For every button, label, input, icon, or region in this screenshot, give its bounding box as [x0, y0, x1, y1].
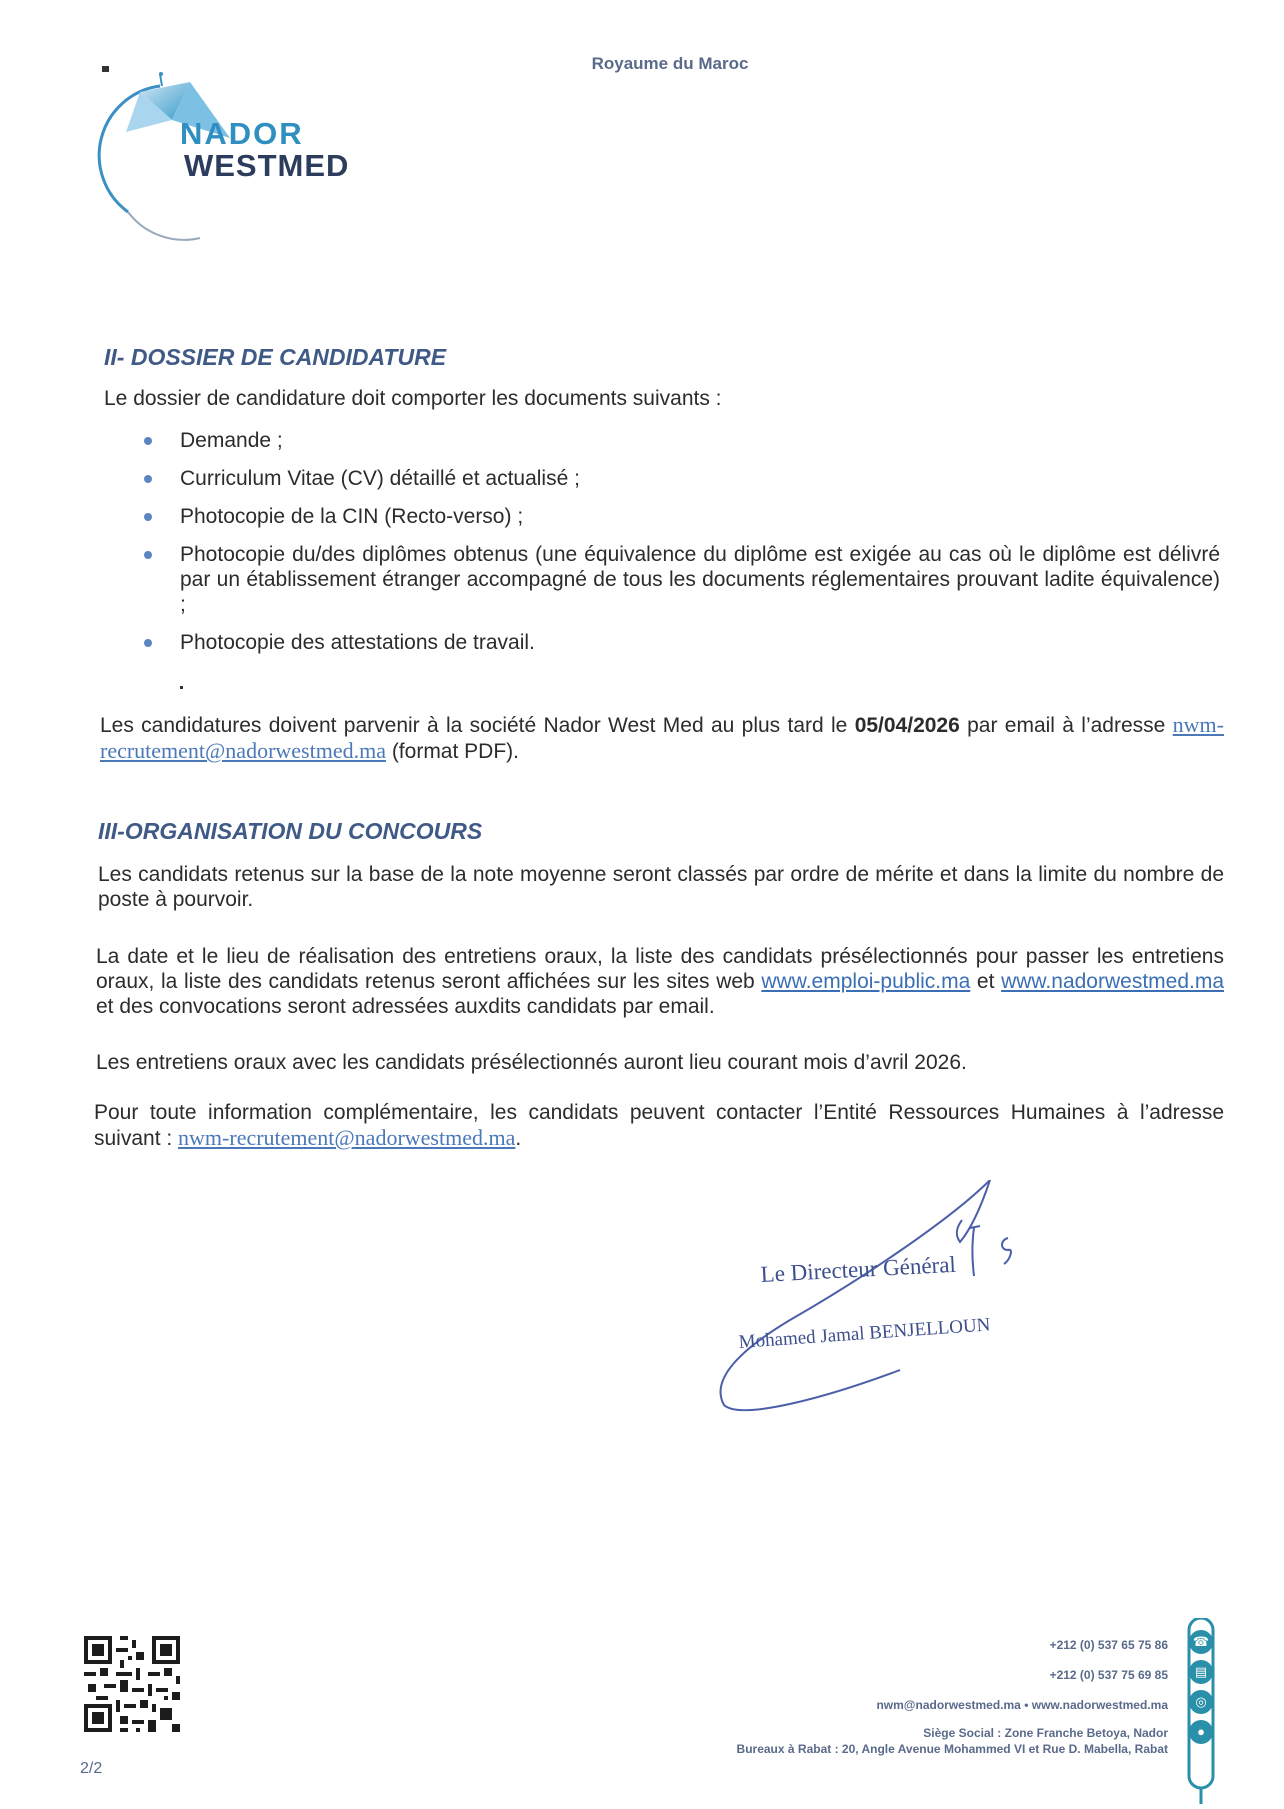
footer-fax: +212 (0) 537 75 69 85	[1049, 1668, 1168, 1682]
bullet-icon	[144, 639, 152, 647]
bullet-icon	[144, 437, 152, 445]
globe-icon: ◎	[1189, 1690, 1213, 1714]
qr-code-icon	[80, 1632, 184, 1736]
interview-info-paragraph: La date et le lieu de réalisation des entretiens oraux, la liste des candidats présélectionnés pour passer les entretiens oraux, la liste des candidats retenus seront affichées sur les sites web www.emploi-public.ma et www.nadorwestmed.ma et des convocations seront adressées auxdits candidats par email.	[96, 945, 1225, 1018]
bullet-icon	[144, 475, 152, 483]
contact-paragraph: Pour toute information complémentaire, les candidats peuvent contacter l’Entité Ressources Humaines à l’adresse suivant : nwm-recrutement@nadorwestmed.ma.	[94, 1101, 1224, 1150]
logo-text-nador: NADOR	[180, 116, 304, 151]
list-item: Photocopie des attestations de travail.	[140, 630, 1220, 655]
deadline-date: 05/04/2026	[854, 714, 960, 737]
footer-web-line: nwm@nadorwestmed.ma • www.nadorwestmed.ma	[876, 1698, 1168, 1712]
bullet-icon	[144, 551, 152, 559]
scan-mark	[180, 686, 183, 689]
signature-scribble	[700, 1180, 1060, 1420]
section-title-organisation: III-ORGANISATION DU CONCOURS	[98, 818, 483, 844]
footer-siege: Siège Social : Zone Franche Betoya, Nador	[923, 1726, 1168, 1740]
section-title-dossier: II- DOSSIER DE CANDIDATURE	[104, 344, 447, 370]
qr-code	[80, 1632, 184, 1736]
footer-phone: +212 (0) 537 65 75 86	[1049, 1638, 1168, 1652]
nador-westmed-logo	[90, 72, 420, 252]
page-number: 2/2	[80, 1760, 103, 1777]
recruitment-email-link[interactable]: nwm-recrutement@nadorwestmed.ma	[100, 712, 1224, 763]
list-item: Demande ;	[140, 428, 1220, 453]
emploi-public-link[interactable]: www.emploi-public.ma	[761, 970, 971, 993]
fax-icon: ▤	[1189, 1660, 1213, 1684]
nadorwestmed-link[interactable]: www.nadorwestmed.ma	[1001, 970, 1225, 993]
phone-icon: ☎	[1189, 1630, 1213, 1654]
list-item: Photocopie du/des diplômes obtenus (une équivalence du diplôme est exigée au cas où le diplôme est délivré par un établissement étranger accompagné de tous les documents réglementaires prouvant ladite équivalence) ;	[140, 542, 1220, 617]
footer-email: nwm@nadorwestmed.ma	[876, 1698, 1021, 1712]
deadline-paragraph: Les candidatures doivent parvenir à la société Nador West Med au plus tard le 05/04/2026 par email à l’adresse nwm-recrutement@nadorwestmed.ma (format PDF).	[100, 712, 1224, 763]
merit-paragraph: Les candidats retenus sur la base de la note moyenne seront classés par ordre de mérite et dans la limite du nombre de poste à pourvoir.	[98, 863, 1224, 911]
contact-email-link[interactable]: nwm-recrutement@nadorwestmed.ma	[178, 1125, 516, 1150]
signatory-name: Mohamed Jamal BENJELLOUN	[738, 1314, 992, 1353]
interview-date-paragraph: Les entretiens oraux avec les candidats présélectionnés auront lieu courant mois d’avril 2026.	[96, 1051, 967, 1074]
dossier-intro: Le dossier de candidature doit comporter les documents suivants :	[104, 387, 722, 410]
documents-list	[140, 428, 1220, 668]
signature-icon	[700, 1180, 1060, 1420]
country-header: Royaume du Maroc	[591, 54, 749, 73]
logo-text-westmed: WESTMED	[184, 148, 350, 183]
bullet-icon	[144, 513, 152, 521]
location-pin-icon: ●	[1189, 1720, 1213, 1744]
footer-rabat: Bureaux à Rabat : 20, Angle Avenue Mohammed VI et Rue D. Mabella, Rabat	[736, 1742, 1168, 1756]
footer-website: www.nadorwestmed.ma	[1031, 1698, 1168, 1712]
signatory-title: Le Directeur Général	[760, 1251, 957, 1287]
list-item: Photocopie de la CIN (Recto-verso) ;	[140, 504, 1220, 529]
list-item: Curriculum Vitae (CV) détaillé et actualisé ;	[140, 466, 1220, 491]
